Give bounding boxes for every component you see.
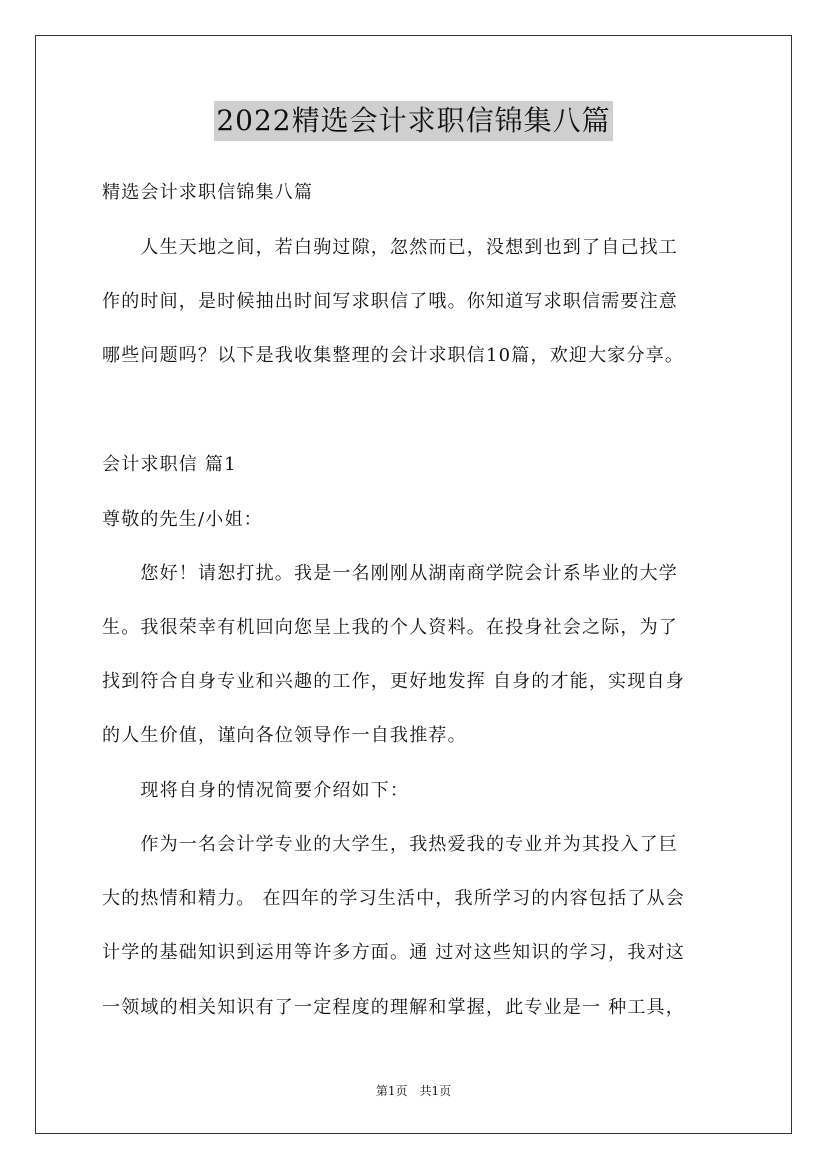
paragraph-line: 大的热情和精力。 在四年的学习生活中，我所学习的内容包括了从会 [102,888,685,909]
document-title: 2022精选会计求职信锦集八篇 [214,101,612,141]
subtitle: 精选会计求职信锦集八篇 [102,182,314,203]
title-container [0,101,827,141]
intro-line: 人生天地之间，若白驹过隙，忽然而已，没想到也到了自己找工 [102,237,678,258]
intro-line: 作的时间，是时候抽出时间写求职信了哦。你知道写求职信需要注意 [102,291,678,312]
paragraph-line: 的人生价值，谨向各位领导作一自我推荐。 [102,725,467,746]
paragraph-line: 计学的基础知识到运用等许多方面。通 过对这些知识的学习，我对这 [102,942,685,963]
salutation: 尊敬的先生/小姐： [102,509,263,530]
paragraph-line: 一领域的相关知识有了一定程度的理解和掌握，此专业是一 种工具， [102,997,685,1018]
paragraph-line: 找到符合自身专业和兴趣的工作，更好地发挥 自身的才能，实现自身 [102,671,685,692]
intro-line: 哪些问题吗？以下是我收集整理的会计求职信10篇，欢迎大家分享。 [102,345,685,366]
paragraph-line: 您好！请恕打扰。我是一名刚刚从湖南商学院会计系毕业的大学 [102,563,678,584]
paragraph-line: 生。我很荣幸有机回向您呈上我的个人资料。在投身社会之际，为了 [102,617,678,638]
section-heading: 会计求职信 篇1 [102,454,237,475]
page-footer: 第1页 共1页 [375,1084,452,1098]
paragraph-line: 现将自身的情况简要介绍如下： [102,780,410,801]
paragraph-line: 作为一名会计学专业的大学生，我热爱我的专业并为其投入了巨 [102,834,678,855]
